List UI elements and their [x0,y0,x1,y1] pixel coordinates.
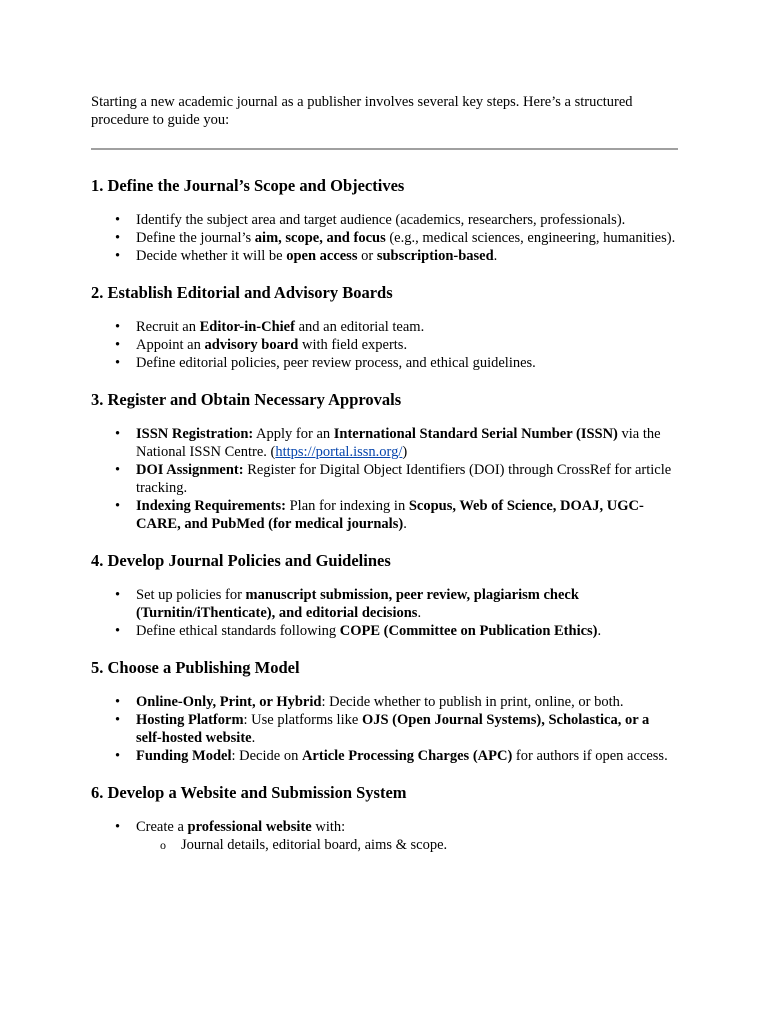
list-item: • Indexing Requirements: Plan for indexing in Scopus, Web of Science, DOAJ, UGC-CARE, and PubMed (for medical journals). [136,497,678,533]
bullet-list [91,211,678,265]
list-item: • Funding Model: Decide on Article Processing Charges (APC) for authors if open access. [136,747,678,765]
section-heading: 1. Define the Journal’s Scope and Objectives [91,176,405,195]
list-item: • Set up policies for manuscript submission, peer review, plagiarism check (Turnitin/iThenticate), and editorial decisions. [136,586,678,622]
list-item: • Identify the subject area and target audience (academics, researchers, professionals). [136,211,678,229]
list-item: • Recruit an Editor-in-Chief and an editorial team. [136,318,678,336]
bullet-list [91,318,678,372]
section-heading: 3. Register and Obtain Necessary Approvals [91,390,402,409]
list-item: • Create a professional website with: o Journal details, editorial board, aims & scope. [136,818,678,854]
section-heading: 6. Develop a Website and Submission System [91,783,407,802]
bullet-list [91,425,678,533]
list-item: • Define editorial policies, peer review process, and ethical guidelines. [136,354,678,372]
list-item: • Hosting Platform: Use platforms like OJS (Open Journal Systems), Scholastica, or a self-hosted website. [136,711,678,747]
issn-portal-link[interactable]: https://portal.issn.org/ [275,444,403,460]
bullet-list [91,586,678,640]
list-item: • ISSN Registration: Apply for an International Standard Serial Number (ISSN) via the National ISSN Centre. (https://portal.issn.org/) [136,425,678,461]
section-heading: 5. Choose a Publishing Model [91,658,300,677]
bullet-list [91,693,678,765]
section-heading: 4. Develop Journal Policies and Guidelines [91,551,391,570]
list-item: • Define the journal’s aim, scope, and focus (e.g., medical sciences, engineering, humanities). [136,229,678,247]
document-page [91,93,678,854]
section-heading: 2. Establish Editorial and Advisory Boards [91,283,393,302]
list-item: • DOI Assignment: Register for Digital Object Identifiers (DOI) through CrossRef for article tracking. [136,461,678,497]
list-item: • Appoint an advisory board with field experts. [136,336,678,354]
horizontal-divider [91,148,678,150]
list-item: • Decide whether it will be open access or subscription-based. [136,247,678,265]
list-item: • Define ethical standards following COPE (Committee on Publication Ethics). [136,622,678,640]
sub-list [136,836,678,854]
list-item: • Online-Only, Print, or Hybrid: Decide whether to publish in print, online, or both. [136,693,678,711]
sub-list-item: o Journal details, editorial board, aims & scope. [181,836,678,854]
bullet-list [91,818,678,854]
intro-paragraph: Starting a new academic journal as a publisher involves several key steps. Here’s a structured procedure to guide you: [91,94,633,128]
